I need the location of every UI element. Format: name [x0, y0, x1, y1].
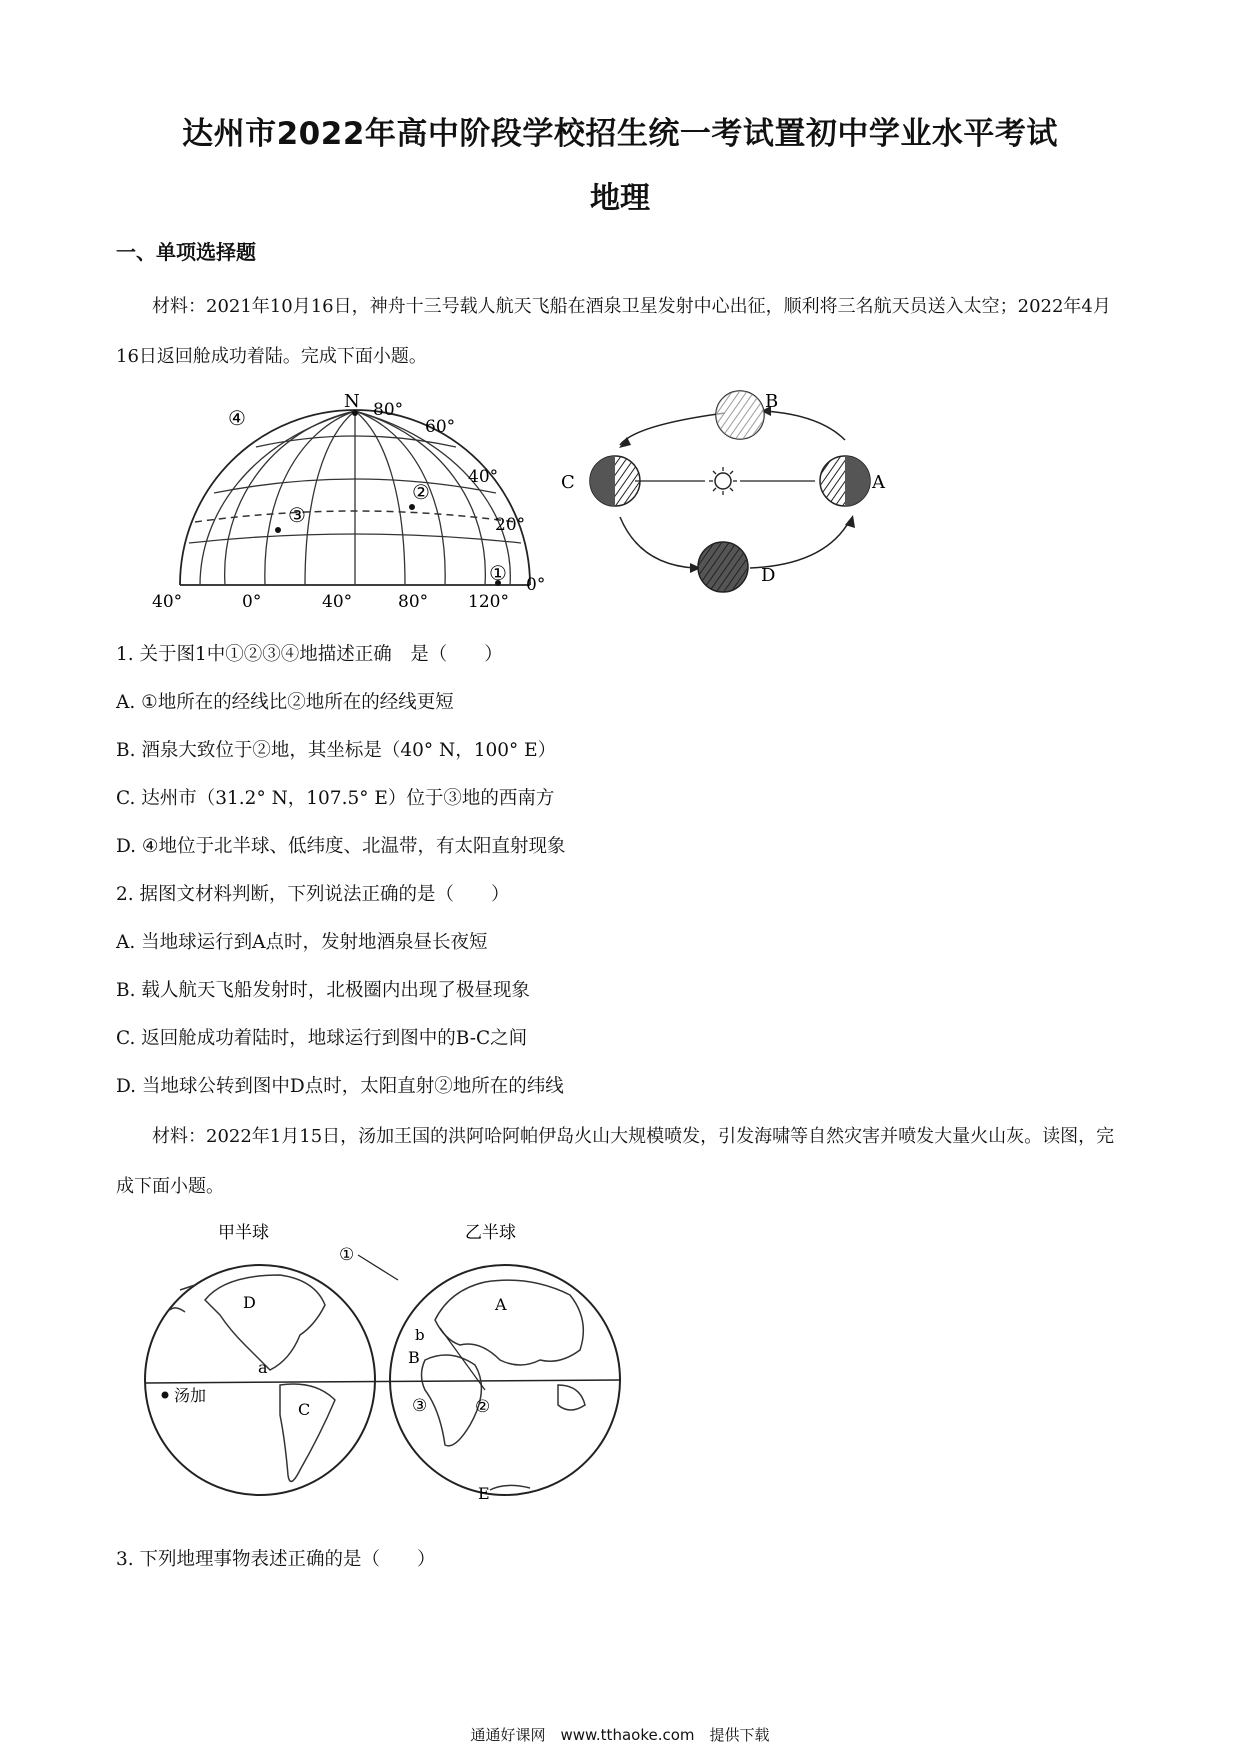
point-3-label: ③	[288, 503, 306, 527]
orbit-label-d: D	[761, 565, 776, 586]
q1-option-a: A. ①地所在的经线比②地所在的经线更短	[116, 692, 454, 713]
q1-option-b: B. 酒泉大致位于②地，其坐标是（40° N，100° E）	[116, 740, 557, 761]
map-label-3: ③	[412, 1396, 428, 1416]
q1-option-c: C. 达州市（31.2° N，107.5° E）位于③地的西南方	[116, 788, 555, 809]
lat-label-60: 60°	[425, 417, 456, 437]
section-heading: 一、单项选择题	[116, 240, 256, 264]
q2-option-a: A. 当地球运行到A点时，发射地酒泉昼长夜短	[116, 932, 488, 953]
map-label-tonga: 汤加	[174, 1386, 207, 1405]
map-label-a: a	[258, 1358, 268, 1377]
lon-label-0: 0°	[242, 592, 262, 612]
map-label-d: D	[243, 1293, 256, 1312]
lat-label-40: 40°	[468, 467, 499, 487]
figure-2-orbit	[561, 385, 915, 595]
page-title: 达州市2022年高中阶段学校招生统一考试置初中学业水平考试	[182, 116, 1058, 152]
point-1-label: ①	[489, 561, 507, 585]
orbit-label-c: C	[561, 472, 575, 493]
q2-option-d: D. 当地球公转到图中D点时，太阳直射②地所在的纬线	[116, 1076, 564, 1097]
lon-label-40e: 40°	[322, 592, 353, 612]
map-label-a-upper: A	[495, 1295, 507, 1314]
subject-title: 地理	[590, 181, 650, 216]
q1-stem: 1. 关于图1中①②③④地描述正确 是（ ）	[116, 644, 503, 665]
map-label-b-lower: b	[415, 1326, 425, 1344]
lon-label-40w: 40°	[152, 592, 183, 612]
figure-1-graticule	[140, 385, 560, 615]
lat-label-20: 20°	[495, 515, 526, 535]
hemisphere-left-title: 甲半球	[218, 1223, 269, 1243]
material-2-text: 材料：2022年1月15日，汤加王国的洪阿哈阿帕伊岛火山大规模喷发，引发海啸等自然灾害并喷发大量火山灰。读图，完成下面小题。	[116, 1126, 1115, 1197]
q2-option-b: B. 载人航天飞船发射时，北极圈内出现了极昼现象	[116, 980, 530, 1001]
lat-label-0: 0°	[526, 575, 546, 595]
map-label-c: C	[298, 1400, 311, 1419]
footer-credit: 通通好课网 www.tthaoke.com 提供下载	[470, 1726, 770, 1744]
point-4-label: ④	[228, 406, 246, 430]
point-2-label: ②	[412, 480, 430, 504]
q1-option-d: D. ④地位于北半球、低纬度、北温带，有太阳直射现象	[116, 836, 566, 857]
q2-option-c: C. 返回舱成功着陆时，地球运行到图中的B-C之间	[116, 1028, 528, 1049]
orbit-label-b: B	[765, 391, 779, 412]
lon-label-120e: 120°	[468, 592, 509, 612]
q2-stem: 2. 据图文材料判断，下列说法正确的是（ ）	[116, 884, 510, 905]
map-label-e: E	[478, 1484, 490, 1503]
map-label-b-upper: B	[408, 1348, 420, 1367]
map-label-2: ②	[475, 1397, 491, 1417]
q3-stem: 3. 下列地理事物表述正确的是（ ）	[116, 1549, 436, 1570]
hemisphere-right-title: 乙半球	[465, 1223, 516, 1243]
lon-label-80e: 80°	[398, 592, 429, 612]
north-pole-label: N	[344, 391, 360, 412]
material-1-text: 材料：2021年10月16日，神舟十三号载人航天飞船在酒泉卫星发射中心出征，顺利将三名航天员送入太空；2022年4月16日返回舱成功着陆。完成下面小题。	[116, 296, 1111, 367]
figure-3-hemispheres	[140, 1220, 620, 1510]
map-label-1: ①	[339, 1245, 355, 1265]
lat-label-80: 80°	[373, 400, 404, 420]
orbit-label-a: A	[872, 472, 885, 493]
